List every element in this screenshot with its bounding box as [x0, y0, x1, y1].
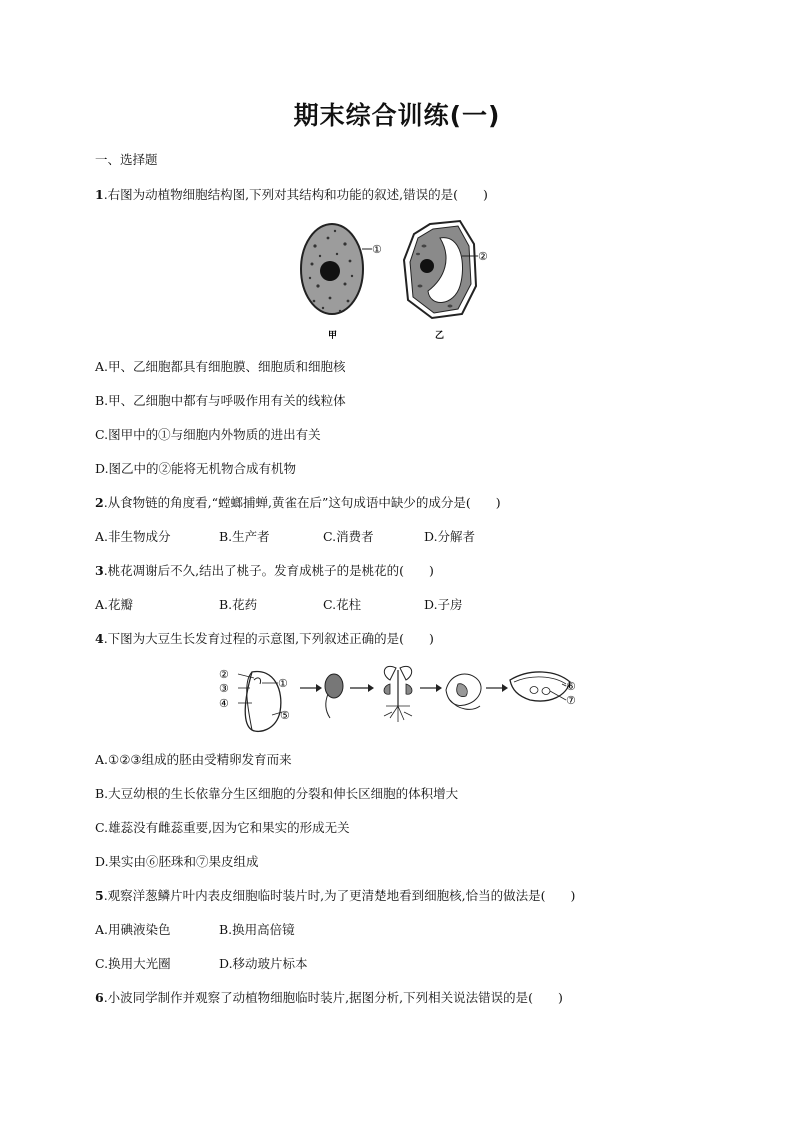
fig4-label-6: ⑥ [566, 680, 576, 693]
question-3-option-a: A.花瓣 [95, 597, 134, 612]
question-6-number: 6 [95, 990, 104, 1005]
question-4-stem [95, 631, 434, 647]
seed-section-diagram [219, 668, 290, 731]
question-5-option-b: B.换用高倍镜 [219, 922, 295, 937]
question-5-options-row-2 [95, 956, 308, 972]
fig1-label-2: ② [478, 250, 488, 263]
fig1-label-1: ① [372, 243, 382, 256]
question-3-option-c: C.花柱 [323, 597, 362, 612]
page-title: 期末综合训练(一) [293, 101, 501, 130]
animal-cell-diagram [301, 224, 382, 341]
question-1-option-a: A.甲、乙细胞都具有细胞膜、细胞质和细胞核 [95, 359, 346, 374]
question-3-number: 3 [95, 563, 104, 578]
question-4-option-d: D.果实由⑥胚珠和⑦果皮组成 [95, 854, 259, 869]
soybean-growth-figure [214, 660, 584, 740]
question-2-option-c: C.消费者 [323, 529, 374, 544]
flower-diagram [446, 674, 481, 709]
question-1-stem [95, 187, 488, 203]
question-5-stem [95, 888, 575, 904]
question-1-text: .右图为动植物细胞结构图,下列对其结构和功能的叙述,错误的是( ) [103, 187, 488, 202]
fig4-label-2: ② [219, 668, 229, 681]
question-1-option-d: D.图乙中的②能将无机物合成有机物 [95, 461, 297, 476]
question-4-option-b: B.大豆幼根的生长依靠分生区细胞的分裂和伸长区细胞的体积增大 [95, 786, 459, 801]
question-1-option-c: C.图甲中的①与细胞内外物质的进出有关 [95, 427, 321, 442]
question-2-option-b: B.生产者 [219, 529, 270, 544]
section-heading: 一、选择题 [95, 152, 158, 167]
question-5-options-row-1 [95, 922, 295, 938]
fig4-label-4: ④ [219, 697, 229, 710]
seedling-diagram [384, 666, 412, 722]
question-2-option-d: D.分解者 [424, 529, 476, 544]
plant-cell-diagram [404, 221, 488, 341]
question-3-text: .桃花凋谢后不久,结出了桃子。发育成桃子的是桃花的( ) [103, 563, 434, 578]
fig4-label-5: ⑤ [280, 709, 290, 722]
germinating-seed-diagram [325, 674, 343, 718]
question-1-number: 1 [95, 187, 104, 202]
fig4-label-3: ③ [219, 682, 229, 695]
question-5-text: .观察洋葱鳞片叶内表皮细胞临时装片时,为了更清楚地看到细胞核,恰当的做法是( ) [103, 888, 576, 903]
question-6-text: .小波同学制作并观察了动植物细胞临时装片,据图分析,下列相关说法错误的是( ) [103, 990, 563, 1005]
question-2-options [95, 529, 475, 545]
question-4-text: .下图为大豆生长发育过程的示意图,下列叙述正确的是( ) [103, 631, 434, 646]
question-4-option-a: A.①②③组成的胚由受精卵发育而来 [95, 752, 292, 767]
question-6-stem [95, 990, 563, 1006]
question-2-option-a: A.非生物成分 [95, 529, 171, 544]
question-2-number: 2 [95, 495, 104, 510]
fig4-label-7: ⑦ [566, 694, 576, 707]
question-5-option-d: D.移动玻片标本 [219, 956, 308, 971]
fig1-label-jia: 甲 [328, 331, 338, 341]
question-3-options [95, 597, 463, 613]
question-3-option-d: D.子房 [424, 597, 463, 612]
question-5-option-c: C.换用大光圈 [95, 956, 171, 971]
soybean-pod-diagram [510, 672, 576, 707]
fig4-label-1: ① [278, 677, 288, 690]
question-1-option-b: B.甲、乙细胞中都有与呼吸作用有关的线粒体 [95, 393, 346, 408]
question-3-option-b: B.花药 [219, 597, 258, 612]
question-3-stem [95, 563, 434, 579]
question-5-number: 5 [95, 888, 104, 903]
fig1-label-yi: 乙 [435, 331, 445, 341]
question-5-option-a: A.用碘液染色 [95, 922, 171, 937]
question-4-number: 4 [95, 631, 104, 646]
question-2-text: .从食物链的角度看,“螳螂捕蝉,黄雀在后”这句成语中缺少的成分是( ) [103, 495, 501, 510]
cell-structure-figure [290, 216, 510, 344]
question-4-option-c: C.雄蕊没有雌蕊重要,因为它和果实的形成无关 [95, 820, 350, 835]
question-2-stem [95, 495, 501, 511]
